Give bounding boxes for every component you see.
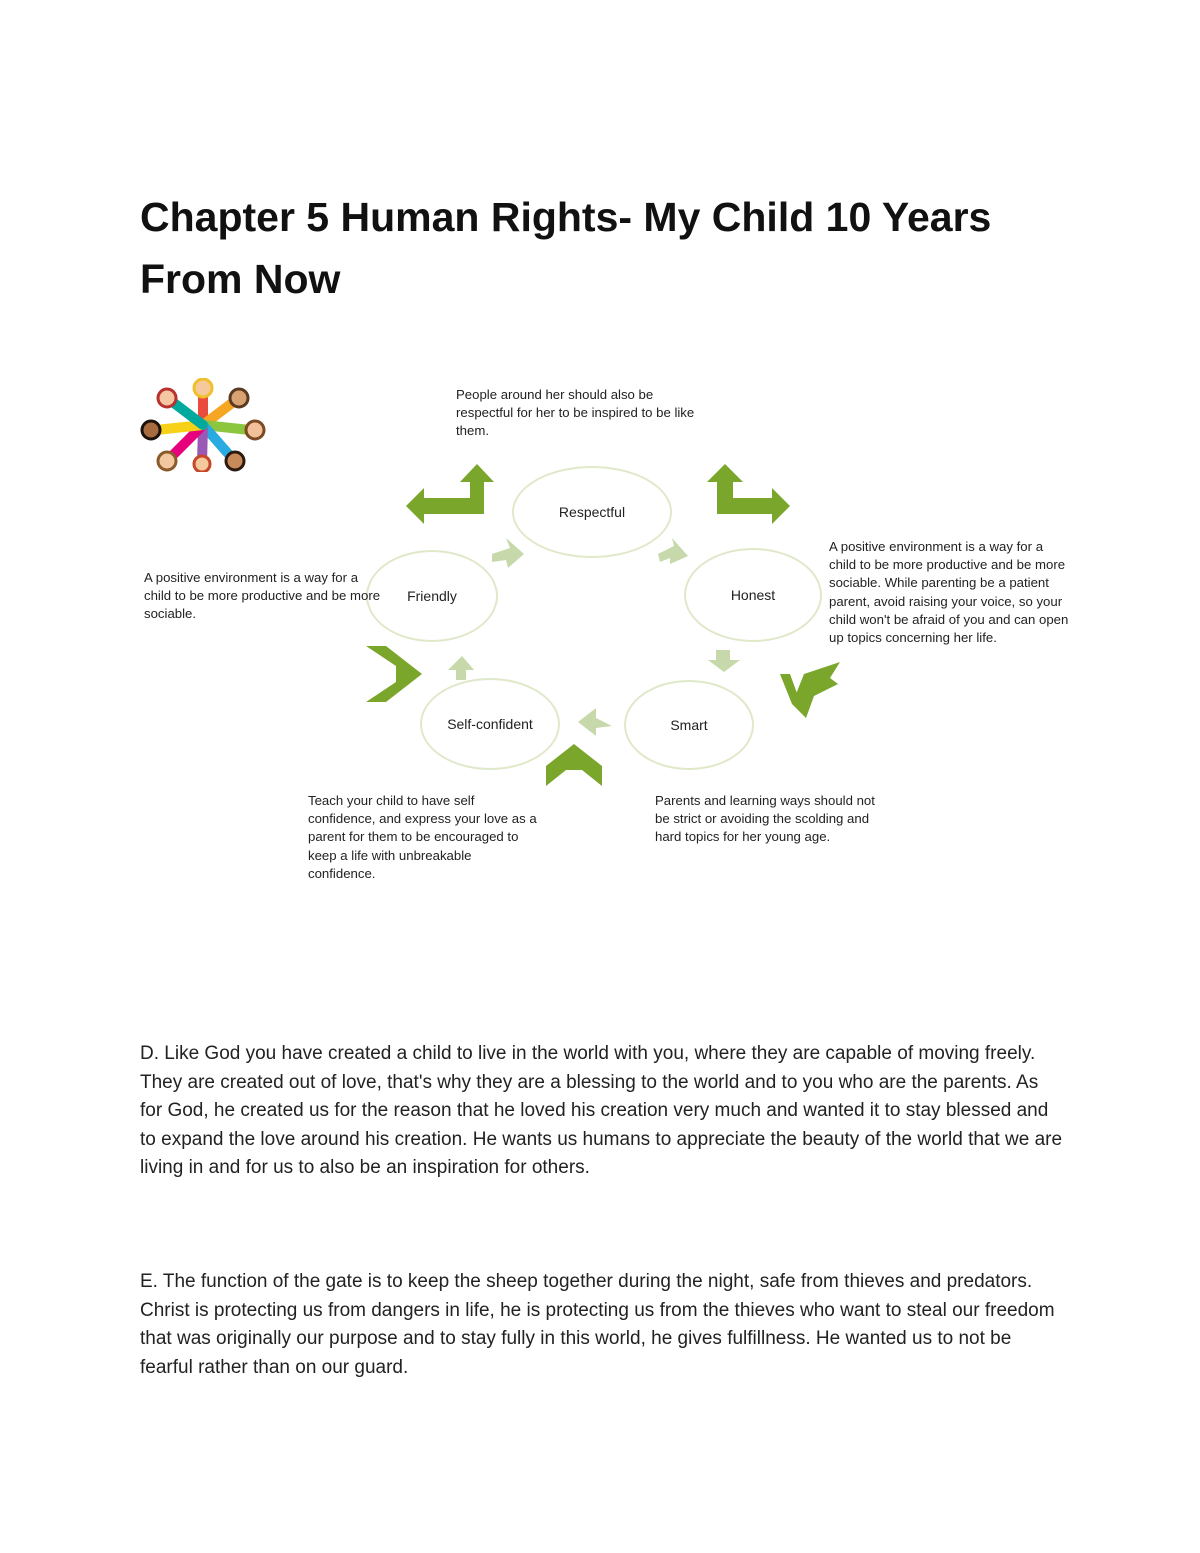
node-label: Honest (730, 587, 776, 603)
note-top: People around her should also be respectful for her to be inspired to be like them. (456, 387, 695, 439)
corner-arrow-bottom (546, 744, 602, 786)
child-traits-diagram (140, 378, 1080, 898)
children-circle-image (140, 378, 266, 472)
node-label: Respectful (558, 504, 626, 520)
corner-arrow-left (366, 646, 422, 702)
corner-arrow-top-left (406, 464, 494, 524)
corner-arrow-right (780, 662, 840, 718)
paragraph-e: E. The function of the gate is to keep the sheep together during the night, safe from thieves and predators. Christ is protecting us from dangers in life, he is protecting us from the thieves who want to steal our freedom that was originally our purpose and to stay fully in this world, he gives fulfillness. He wanted us to not be fearful rather than on our guard. (140, 1271, 1055, 1378)
page-title: Chapter 5 Human Rights- My Child 10 Years From Now (140, 194, 992, 302)
corner-arrow-top-right (707, 464, 790, 524)
note-bottom-left: Teach your child to have self confidence, and express your love as a parent for them to be encouraged to keep a life with unbreakable confidence. (308, 793, 537, 881)
node-respectful (512, 466, 672, 558)
small-arrow-5 (448, 656, 474, 680)
note-left: A positive environment is a way for a child to be more productive and be more sociable. (144, 570, 381, 622)
note-bottom-right: Parents and learning ways should not be strict or avoiding the scolding and hard topics for her young age. (655, 793, 875, 845)
small-arrow-3 (708, 650, 740, 672)
node-self-confident (420, 678, 560, 770)
small-arrow-1 (492, 538, 524, 568)
node-honest (684, 548, 822, 642)
paragraph-d: D. Like God you have created a child to live in the world with you, where they are capable of moving freely. They are created out of love, that's why they are a blessing to the world and to you who are the parents. As for God, he created us for the reason that he loved his creation very much and wanted it to stay blessed and to expand the love around his creation. He wants us humans to appreciate the beauty of the world that we are living in and for us to also be an inspiration for others. (140, 1043, 1063, 1179)
node-label: Self-confident (447, 716, 533, 732)
note-right: A positive environment is a way for a child to be more productive and be more sociable. While parenting be a patient parent, avoid raising your voice, so your child won't be afraid of you and can open up topics concerning her life. (829, 539, 1069, 646)
node-label: Smart (670, 717, 708, 733)
small-arrow-4 (578, 708, 612, 736)
small-arrow-2 (658, 538, 688, 564)
node-smart (624, 680, 754, 770)
node-label: Friendly (407, 588, 457, 604)
node-friendly (366, 550, 498, 642)
